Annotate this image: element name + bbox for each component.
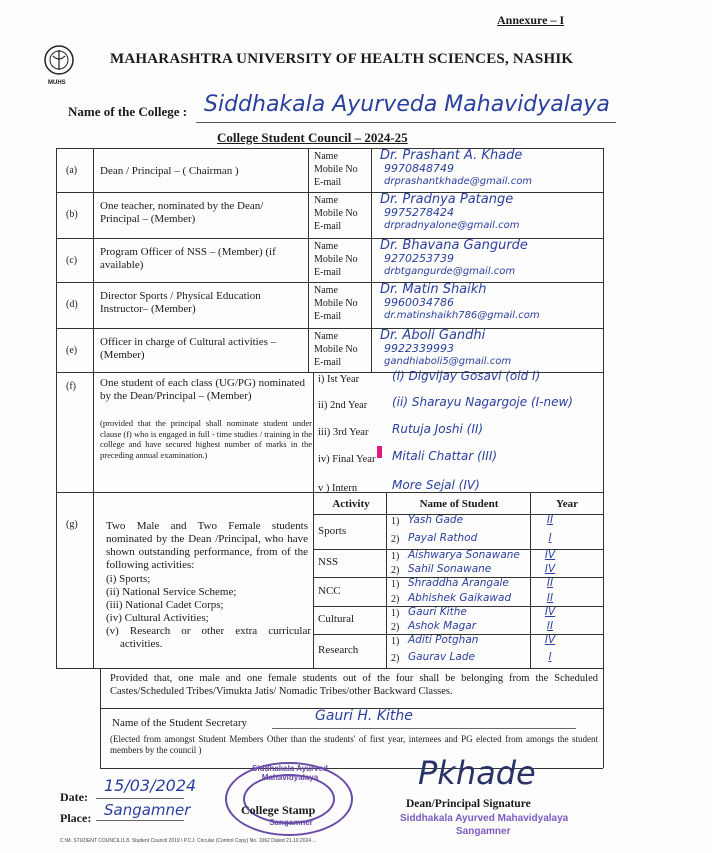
person-mobile: 9975278424: [384, 206, 454, 219]
list-item: (v) Research or other extra curricular activities.: [106, 625, 311, 650]
student-num: 1): [391, 516, 400, 527]
year-student: (ii) Sharayu Nagargoje (I-new): [392, 395, 573, 409]
student-num: 2): [391, 653, 400, 664]
person-name: Dr. Matin Shaikh: [380, 282, 487, 297]
row-id: (c): [66, 255, 78, 266]
student-name: Yash Gade: [408, 514, 464, 526]
field-label-name: Name: [314, 331, 338, 342]
student-year: IV: [544, 549, 556, 561]
secretary-label: Name of the Student Secretary: [112, 717, 248, 729]
row-role: Director Sports / Physical Education Instructor– (Member): [100, 290, 261, 315]
person-name: Dr. Prashant A. Khade: [380, 148, 523, 163]
university-title: MAHARASHTRA UNIVERSITY OF HEALTH SCIENCES, NASHIK: [110, 51, 574, 67]
row-role: Officer in charge of Cultural activities – (Member): [100, 336, 277, 361]
field-label-mobile: Mobile No: [314, 164, 358, 175]
year-label: i) Ist Year: [318, 374, 360, 385]
activity-name: Cultural: [318, 613, 355, 625]
person-email: drbtgangurde@gmail.com: [384, 266, 516, 277]
row-g-text: Two Male and Two Female students nominated by the Dean /Principal, who have shown outstanding performance, from of the following activities:: [106, 520, 308, 571]
list-item: (i) Sports;: [106, 573, 151, 585]
field-label-email: E-mail: [314, 311, 342, 322]
row-f-id: (f): [66, 381, 76, 392]
student-name: Gaurav Lade: [408, 651, 475, 663]
place-value: Sangamner: [104, 801, 191, 819]
row-f-text: One student of each class (UG/PG) nominated by the Dean/Principal – (Member): [100, 377, 305, 402]
row-id: (b): [66, 209, 78, 220]
student-name: Shraddha Arangale: [408, 577, 509, 589]
year-label: v ) Intern: [318, 483, 358, 494]
person-email: dr.matinshaikh786@gmail.com: [384, 310, 540, 321]
person-name: Dr. Aboli Gandhi: [380, 328, 486, 343]
student-num: 1): [391, 579, 400, 590]
year-label: ii) 2nd Year: [318, 400, 368, 411]
student-name: Aditi Potghan: [408, 634, 479, 646]
student-year: II: [546, 514, 554, 526]
year-student: Rutuja Joshi (II): [392, 422, 484, 436]
stamp-center: Sangamner: [269, 818, 313, 827]
person-email: drprashantkhade@gmail.com: [384, 176, 533, 187]
footer-path: C:\M. STUDENT COUNCIL\1.8. Student Council 2019 \ P.C.I. Circular (Control Copy) No. 1062 Dated 21.10.2024 ...: [60, 838, 317, 844]
annexure-label: Annexure – I: [497, 13, 565, 27]
sign-label: Dean/Principal Signature: [406, 798, 531, 810]
row-role: One teacher, nominated by the Dean/ Principal – (Member): [100, 200, 264, 225]
person-name: Dr. Bhavana Gangurde: [380, 238, 528, 253]
list-item: (ii) National Service Scheme;: [106, 586, 237, 598]
row-f-note: (provided that the principal shall nominate student under clause (f) who is engaged in full - time studies / training in the college and have secured highest number of marks in the preceding annual examination.): [100, 418, 312, 460]
student-year: IV: [544, 634, 556, 646]
proviso-text: Provided that, one male and one female students out of the four shall be belonging from the Scheduled Castes/Scheduled Tribes/Vimukta Jatis/ Nomadic Tribes/other Backward Classes.: [110, 673, 598, 697]
student-header: Name of Student: [419, 498, 499, 510]
field-label-mobile: Mobile No: [314, 208, 358, 219]
field-label-mobile: Mobile No: [314, 298, 358, 309]
student-year: I: [548, 651, 552, 663]
activity-header: Activity: [332, 498, 370, 510]
activity-name: NSS: [318, 556, 339, 568]
person-mobile: 9960034786: [384, 296, 454, 309]
student-num: 2): [391, 565, 400, 576]
student-num: 2): [391, 533, 400, 545]
row-role: Dean / Principal – ( Chairman ): [100, 165, 239, 177]
student-num: 1): [391, 636, 400, 647]
activity-name: Sports: [318, 524, 347, 537]
council-title: College Student Council – 2024-25: [217, 130, 408, 145]
place-label: Place:: [60, 811, 92, 825]
row-g-id: (g): [66, 519, 78, 530]
muhs-logo: [42, 44, 76, 84]
student-year: II: [546, 620, 554, 632]
row-id: (a): [66, 165, 78, 176]
sign-place: Sangamner: [456, 826, 511, 837]
stamp-label: College Stamp: [241, 803, 316, 817]
person-mobile: 9970848749: [384, 162, 454, 175]
stamp-ring-text: Siddhakala Ayurved Mahavidyalaya: [252, 764, 328, 782]
field-label-mobile: Mobile No: [314, 344, 358, 355]
secretary-name: Gauri H. Kithe: [315, 708, 413, 724]
list-item: (iii) National Cadet Corps;: [106, 599, 224, 611]
field-label-email: E-mail: [314, 357, 342, 368]
student-name: Ashok Magar: [408, 620, 477, 632]
row-id: (e): [66, 345, 78, 356]
year-label: iv) Final Year: [318, 454, 376, 465]
student-year: I: [548, 531, 552, 544]
year-label: iii) 3rd Year: [318, 427, 369, 438]
student-year: IV: [544, 606, 556, 618]
student-num: 2): [391, 593, 400, 605]
highlight-mark: [377, 446, 382, 458]
person-email: drpradnyalone@gmail.com: [384, 220, 520, 231]
student-name: Abhishek Gaikawad: [408, 591, 512, 604]
field-label-name: Name: [314, 195, 338, 206]
date-value: 15/03/2024: [104, 776, 197, 795]
student-num: 2): [391, 622, 400, 633]
person-mobile: 9922339993: [384, 342, 454, 355]
student-num: 1): [391, 551, 400, 562]
field-label-email: E-mail: [314, 221, 342, 232]
person-email: gandhiaboli5@gmail.com: [384, 356, 512, 367]
list-item: (iv) Cultural Activities;: [106, 612, 209, 624]
person-name: Dr. Pradnya Patange: [380, 192, 514, 207]
activity-name: NCC: [318, 584, 341, 597]
secretary-note: (Elected from amongst Student Members Other than the students' of first year, internees and PG elected from amongs the student members by the council ): [110, 734, 598, 755]
college-name: Siddhakala Ayurveda Mahavidyalaya: [204, 92, 610, 117]
signature: Pkhade: [418, 754, 536, 792]
field-label-name: Name: [314, 285, 338, 296]
activity-name: Research: [318, 644, 359, 656]
field-label-email: E-mail: [314, 177, 342, 188]
student-year: IV: [544, 563, 556, 575]
year-header: Year: [556, 498, 578, 510]
student-year: II: [546, 577, 554, 589]
year-student: (i) Digvijay Gosavi (old I): [392, 369, 541, 383]
student-name: Aishwarya Sonawane: [408, 549, 520, 561]
sign-college: Siddhakala Ayurved Mahavidyalaya: [400, 813, 569, 824]
student-name: Sahil Sonawane: [408, 563, 492, 575]
row-g-list: [106, 573, 311, 651]
field-label-name: Name: [314, 241, 338, 252]
field-label-name: Name: [314, 151, 338, 162]
field-label-mobile: Mobile No: [314, 254, 358, 265]
year-student: More Sejal (IV): [392, 478, 480, 492]
student-num: 1): [391, 608, 400, 619]
logo-text: MUHS: [48, 80, 66, 86]
person-mobile: 9270253739: [384, 252, 454, 265]
student-name: Gauri Kithe: [408, 606, 467, 618]
college-label: Name of the College :: [68, 104, 188, 119]
year-student: Mitali Chattar (III): [392, 449, 498, 463]
row-role: Program Officer of NSS – (Member) (if available): [100, 246, 276, 271]
field-label-email: E-mail: [314, 267, 342, 278]
date-label: Date:: [60, 790, 88, 804]
student-name: Payal Rathod: [408, 531, 478, 544]
row-id: (d): [66, 299, 78, 310]
student-year: II: [546, 591, 554, 604]
